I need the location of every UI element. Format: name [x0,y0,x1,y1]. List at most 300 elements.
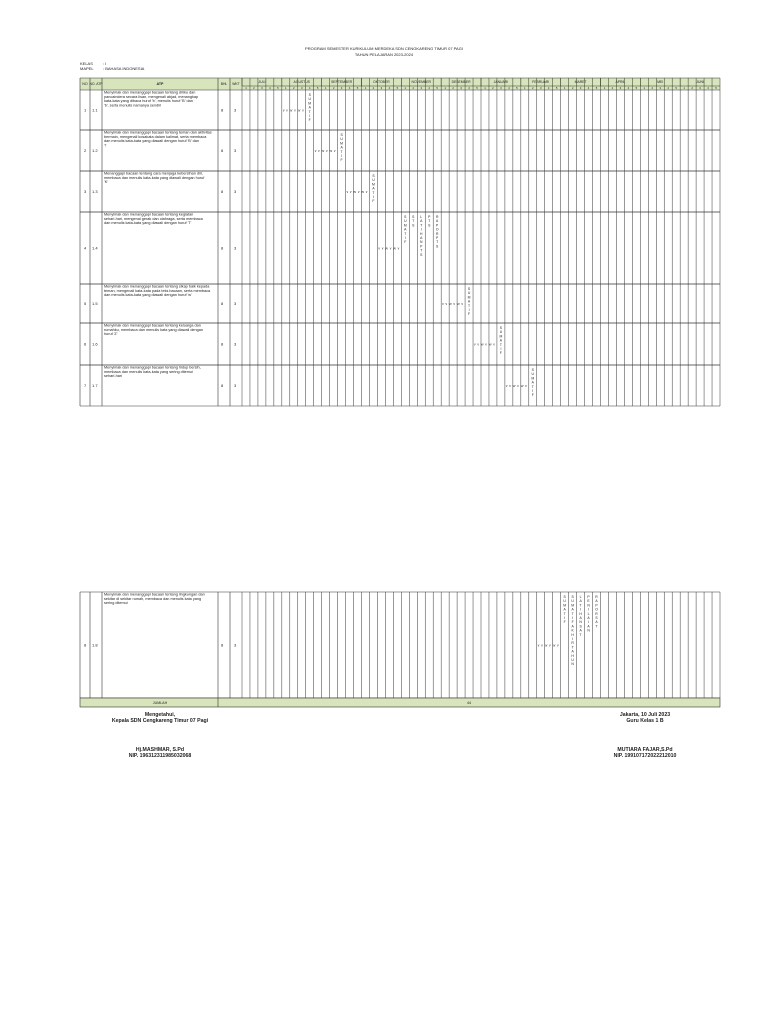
check-mark: v [445,302,448,306]
week-number: 5 [516,86,518,91]
mark-letter: P [436,236,439,240]
week-number: 2 [492,86,494,91]
check-mark: v [453,302,456,306]
headmaster-title: Kepala SDN Cengkareng Timur 07 Pagi [111,718,209,724]
mark-letter: S [404,215,407,219]
row-6-alok: 3 [234,341,237,347]
check-mark: v [512,384,515,388]
row-4-atp-code: 1.4 [92,245,98,251]
mark-letter: R [435,231,439,236]
week-number: 2 [532,86,534,91]
check-mark: v [294,108,296,113]
check-mark: v [378,246,381,251]
mark-letter: M [340,141,343,146]
month-februari: FEBRUARI [532,80,550,84]
week-number: 5 [356,86,359,91]
header-no: NO [82,82,88,86]
week-number: 1 [245,86,247,91]
check-mark: v [525,384,527,388]
check-mark: v [545,643,548,648]
mark-letter: T [428,219,431,224]
week-number: 4 [627,86,630,91]
week-number: 2 [412,86,415,91]
mark-letter: T [571,645,574,650]
mark-letter: I [309,114,311,118]
month-september: SEPTEMBER [331,80,353,84]
check-mark: v [349,190,352,194]
mark-letter: R [571,641,574,646]
row-1-atp-code: 1.1 [92,107,98,113]
check-mark: v [537,643,540,648]
mark-letter: E [587,599,590,604]
mark-letter: S [531,368,534,372]
place-date: Jakarta, 10 Juli 2023 [619,712,671,718]
week-number: 3 [699,86,701,91]
check-mark: v [474,342,476,347]
week-number: 2 [253,86,255,91]
mark-letter: T [579,603,582,608]
row-4-atp-text: Menyimak dan menanggapi bacaan tentang kegiatan sehari-hari, mengenal gerak dan olahraga, serta membaca dan menulis kata-kata yang diawali dengan huruf 'T' [104,212,203,226]
row-1-bhl: 8 [221,107,224,113]
check-mark: v [489,342,492,347]
row-6-atp-code: 1.6 [92,341,98,347]
check-mark: v [485,342,487,347]
month-oktober: OKTOBER [373,80,390,84]
mark-letter: S [579,624,582,629]
check-mark: v [482,342,484,347]
week-number: 4 [269,86,271,91]
row-1-alok: 3 [234,107,237,113]
mark-letter: S [412,215,415,219]
mark-letter: T [571,611,574,616]
check-mark: v [321,149,323,153]
check-mark: v [314,149,317,153]
mark-letter: A [563,607,566,612]
check-mark: v [353,190,355,194]
mark-letter: S [467,287,471,291]
mark-letter: R [595,595,598,599]
mark-letter: F [563,620,566,625]
check-mark: v [330,149,333,153]
week-number: 5 [316,86,319,91]
mark-letter: M [571,603,575,608]
week-number: 4 [547,86,550,91]
teacher-nip: NIP. 199107172022212010 [613,753,677,759]
check-mark: v [297,108,299,113]
week-number: 4 [308,86,311,91]
row-8-atp-code: 1.8 [92,642,98,648]
week-number: 3 [261,86,263,91]
mark-letter: F [308,118,311,123]
check-mark: v [553,643,556,648]
row-8-alok: 3 [234,642,237,648]
month-november: NOVEMBER [411,80,431,84]
row-2-atp-text: Menyimak dan menanggapi bacaan tentang teman dan aktivitas bermain, mengenali kosakata dalam kalimat, serta membaca dan menulis kata-kata yang diawali dengan huruf 'B' dan 'i' [104,130,212,148]
acknowledged-label: Mengetahui, [144,712,176,718]
week-number: 1 [683,86,685,91]
mark-letter: A [531,380,534,385]
mark-letter: M [372,182,375,187]
week-number: 3 [500,86,502,91]
mark-letter: A [595,620,598,625]
mark-letter: P [587,595,590,599]
check-mark: v [393,246,395,251]
mark-letter: U [372,178,375,183]
week-number: 1 [484,86,486,91]
total-row-bg [80,698,720,707]
check-mark: v [458,302,460,306]
mark-letter: I [341,154,343,158]
mark-letter: A [340,145,343,150]
check-mark: v [394,246,396,251]
week-number: 3 [539,86,542,91]
mark-letter: U [467,291,471,296]
row-3-atp-text: Menanggapi bacaan tentang cara menjaga kebersihan diri, membaca dan menulis kata-kata yang diawali dengan huruf 'K' [104,171,205,185]
week-number: 2 [332,86,335,91]
week-number: 3 [460,86,462,91]
check-mark: v [346,190,349,194]
check-mark: v [397,246,400,251]
check-mark: v [450,302,452,306]
mark-letter: I [580,607,582,612]
row-7-bhl: 8 [221,383,224,388]
document-title: PROGRAM SEMESTER KURIKULUM MERDEKA SDN CENGKARENG TIMUR 07 PAGI [305,46,463,51]
row-8-bhl: 8 [221,642,224,648]
week-number: 1 [524,86,526,91]
document-subtitle: TAHUN PELAJARAN 2023-2024 [354,52,414,57]
mark-letter: T [412,219,415,224]
mark-letter: R [595,611,598,616]
week-number: 1 [444,86,446,91]
row-7-atp-code: 1.7 [92,383,98,388]
mark-letter: A [571,624,574,629]
check-mark: v [544,643,546,648]
week-number: 3 [380,86,383,91]
week-number: 5 [595,86,598,91]
check-mark: v [302,108,304,113]
mark-letter: T [404,231,407,236]
mark-letter: F [531,393,534,398]
mark-letter: A [587,624,590,629]
header-bhl: BHL [220,82,228,86]
mark-letter: L [420,215,423,219]
kelas-value: : I [103,61,107,66]
week-number: 1 [404,86,407,91]
row-6-no: 6 [84,341,87,347]
row-3-atp-code: 1.3 [92,189,98,194]
mark-letter: T [595,624,598,629]
row-5-alok: 3 [234,301,237,306]
mark-letter: O [435,227,439,232]
row-5-atp-code: 1.5 [92,301,98,306]
check-mark: v [521,384,524,388]
mark-letter: I [572,616,574,620]
headmaster-nip: NIP. 196312311985032068 [128,753,192,759]
check-mark: v [448,302,451,306]
row-3-alok: 3 [234,189,237,194]
mark-letter: I [372,195,374,199]
mark-letter: H [420,231,423,236]
week-number: 5 [635,86,638,91]
mark-letter: P [595,603,598,608]
mark-letter: I [572,637,574,641]
check-mark: v [552,643,554,648]
total-value: 44 [467,701,471,705]
mark-letter: A [404,227,407,232]
row-5-atp-text: Menyimak dan menanggapi bacaan tentang sikap baik kepada teman, mengenali kata-kata pada teks bacaan, serta membaca dan menulis kata-kata yang diawali dengan huruf 'w' [104,284,211,298]
mark-letter: S [499,326,503,330]
week-number: 3 [420,86,423,91]
mark-letter: P [420,244,423,249]
mark-letter: U [563,599,566,604]
row-8-week-note [571,595,574,666]
check-mark: v [318,149,320,153]
mark-letter: U [531,372,535,377]
week-number: 1 [285,86,287,91]
row-1-no: 1 [84,107,87,113]
row-8-week-note [579,595,582,637]
mark-letter: S [340,133,343,137]
week-number: 3 [579,86,582,91]
mark-letter: H [579,611,582,616]
mark-letter: I [532,389,534,393]
mark-letter: H [571,632,574,637]
mark-letter: A [372,186,375,191]
mark-letter: U [308,97,311,102]
check-mark: v [505,384,508,388]
mark-letter: N [420,240,423,245]
week-number: 4 [667,86,669,91]
row-7-atp-text: Menyimak dan menanggapi bacaan tentang hidup bersih, membaca dan menulis kata-kata yang sering ditemui sehari-hari [104,365,201,379]
total-label: JUMLAH [152,701,168,705]
week-number: 5 [675,86,677,91]
mark-letter: A [595,599,598,604]
signature-right [575,712,715,760]
row-1-atp-text: Menyimak dan menanggapi bacaan tentang diriku dan pancaindera secara lisan, mengenali abjad, menangkap kata-kata yang dibaca huruf 'b', menulis huruf 'B' dan 'b', serta menulis namanya sendiri [104,90,199,108]
check-mark: v [381,246,384,251]
mark-letter: S [308,93,311,97]
check-mark: v [461,302,463,306]
row-6-atp-text: Menyimak dan menanggapi bacaan tentang keluarga dan rumahku, membaca dan menulis kata yang diawali dengan huruf 'Z' [104,323,203,337]
mark-letter: T [579,632,582,637]
mark-letter: U [571,658,574,662]
check-mark: v [456,302,459,306]
check-mark: v [477,342,479,347]
mapel-label: MAPEL [80,66,94,71]
week-number: 1 [643,86,646,91]
month-juni: JUNI [696,80,704,84]
row-4-alok: 3 [234,245,237,251]
mark-letter: A [579,599,582,604]
mark-letter: A [571,607,574,612]
mark-letter: T [420,248,423,253]
check-mark: v [517,384,519,388]
mark-letter: M [467,295,471,300]
month-januari: JANUARI [493,80,509,84]
row-8-week-note [587,595,590,633]
mark-letter: K [571,628,574,633]
month-agustus: AGUSTUS [293,80,310,84]
row-7-no: 7 [84,383,87,388]
mark-letter: I [588,620,590,625]
header-alok: WKT [232,82,240,86]
mark-letter: F [340,158,343,163]
mark-letter: I [500,347,502,351]
mark-letter: T [499,342,502,347]
row-6-bhl: 8 [221,341,224,347]
row-8-atp-text: Menyimak dan menanggapi bacaan tentang lingkungan dan sekitar di sekitar rumah, membaca dan menulis kata yang sering ditemui [104,592,205,606]
check-mark: v [488,342,491,347]
row-4-no: 4 [84,245,87,251]
check-mark: v [298,108,301,113]
week-number: 5 [436,86,438,91]
mark-letter: L [587,611,590,616]
row-3-no: 3 [84,189,87,194]
check-mark: v [290,108,293,113]
mark-letter: U [499,330,503,335]
mark-letter: F [468,312,471,317]
week-number: 1 [603,86,606,91]
week-number: 5 [715,86,717,91]
mark-letter: A [467,299,471,304]
headmaster-name: Hj.MASHMAR, S.Pd [135,747,185,753]
mark-letter: I [404,236,406,240]
week-number: 4 [707,86,709,91]
mark-letter: M [403,223,407,228]
check-mark: v [389,246,392,251]
mark-letter: S [595,616,598,620]
mark-letter: H [571,653,574,658]
month-maret: MARET [574,80,587,84]
mark-letter: T [308,109,311,114]
week-number: 2 [452,86,454,91]
teacher-title: Guru Kelas 1 B [626,718,664,724]
check-mark: v [442,302,444,306]
week-number: 2 [571,86,574,91]
check-mark: v [333,149,336,153]
mark-letter: I [420,227,422,232]
check-mark: v [541,643,543,648]
week-number: 4 [348,86,351,91]
check-mark: v [357,190,360,194]
mark-letter: F [404,240,407,245]
mapel-value: : BAHASA INDONESIA [103,66,145,71]
week-number: 3 [300,86,303,91]
mark-letter: T [468,303,471,308]
mark-letter: T [420,223,423,228]
week-number: 3 [619,86,622,91]
mark-letter: A [579,628,582,633]
mark-letter: A [436,219,439,224]
check-mark: v [386,246,388,251]
mark-letter: T [372,190,375,195]
row-2-bhl: 8 [221,148,224,153]
week-number: 5 [476,86,478,91]
mark-letter: T [436,240,439,245]
week-number: 4 [388,86,391,91]
week-number: 1 [563,86,566,91]
check-mark: v [362,190,365,194]
check-mark: v [513,384,516,388]
check-mark: v [322,149,325,153]
mark-letter: N [587,628,590,633]
mark-letter: U [404,219,407,224]
mark-letter: S [563,595,566,599]
week-number: 2 [651,86,654,91]
row-8-no: 8 [84,642,87,648]
header-atp: ATP [156,82,164,86]
check-mark: v [365,190,368,194]
week-number: 3 [340,86,343,91]
check-mark: v [557,643,559,648]
signature-left [80,712,240,760]
row-8-week-note [563,595,566,624]
check-mark: v [325,149,328,153]
mark-letter: M [563,603,567,608]
check-mark: v [354,190,357,194]
mark-letter: A [587,616,590,620]
mark-letter: A [579,616,582,620]
mark-letter: F [499,351,502,356]
week-number: 1 [324,86,327,91]
mark-letter: S [412,223,415,228]
week-number: 2 [611,86,614,91]
header-no-atp: NO. ATP [89,82,103,86]
mark-letter: A [420,219,423,224]
week-number: 1 [364,86,367,91]
week-number: 5 [277,86,279,91]
check-mark: v [480,342,483,347]
week-number: 4 [587,86,590,91]
check-mark: v [361,190,363,194]
row-8-week-note [595,595,598,628]
mark-letter: A [571,649,574,654]
check-mark: v [520,384,523,388]
week-number: 4 [508,86,510,91]
mark-letter: F [571,620,574,625]
row-2-alok: 3 [234,148,237,153]
mark-letter: T [563,611,566,616]
mark-letter: T [531,384,534,389]
mark-letter: I [564,616,566,620]
mark-letter: S [436,244,439,249]
week-number: 3 [659,86,662,91]
row-3-bhl: 8 [221,189,224,194]
mark-letter: I [588,607,590,612]
month-juli: JULI [258,80,266,84]
mark-letter: P [436,223,439,228]
month-desember: DESEMBER [451,80,471,84]
week-number: 2 [691,86,693,91]
mark-letter: U [571,599,574,604]
mark-letter: S [420,252,423,257]
mark-letter: U [340,137,343,142]
mark-letter: A [420,236,423,240]
week-number: 2 [293,86,295,91]
mark-letter: P [428,215,431,219]
mark-letter: R [435,215,439,219]
mark-letter: N [587,603,590,608]
row-5-bhl: 8 [221,301,224,306]
check-mark: v [282,108,285,113]
week-number: 5 [396,86,399,91]
check-mark: v [385,246,387,251]
mark-letter: L [579,595,582,599]
week-number: 5 [555,86,558,91]
mark-letter: N [571,662,574,667]
check-mark: v [286,108,288,113]
row-8-week-check [554,644,559,648]
